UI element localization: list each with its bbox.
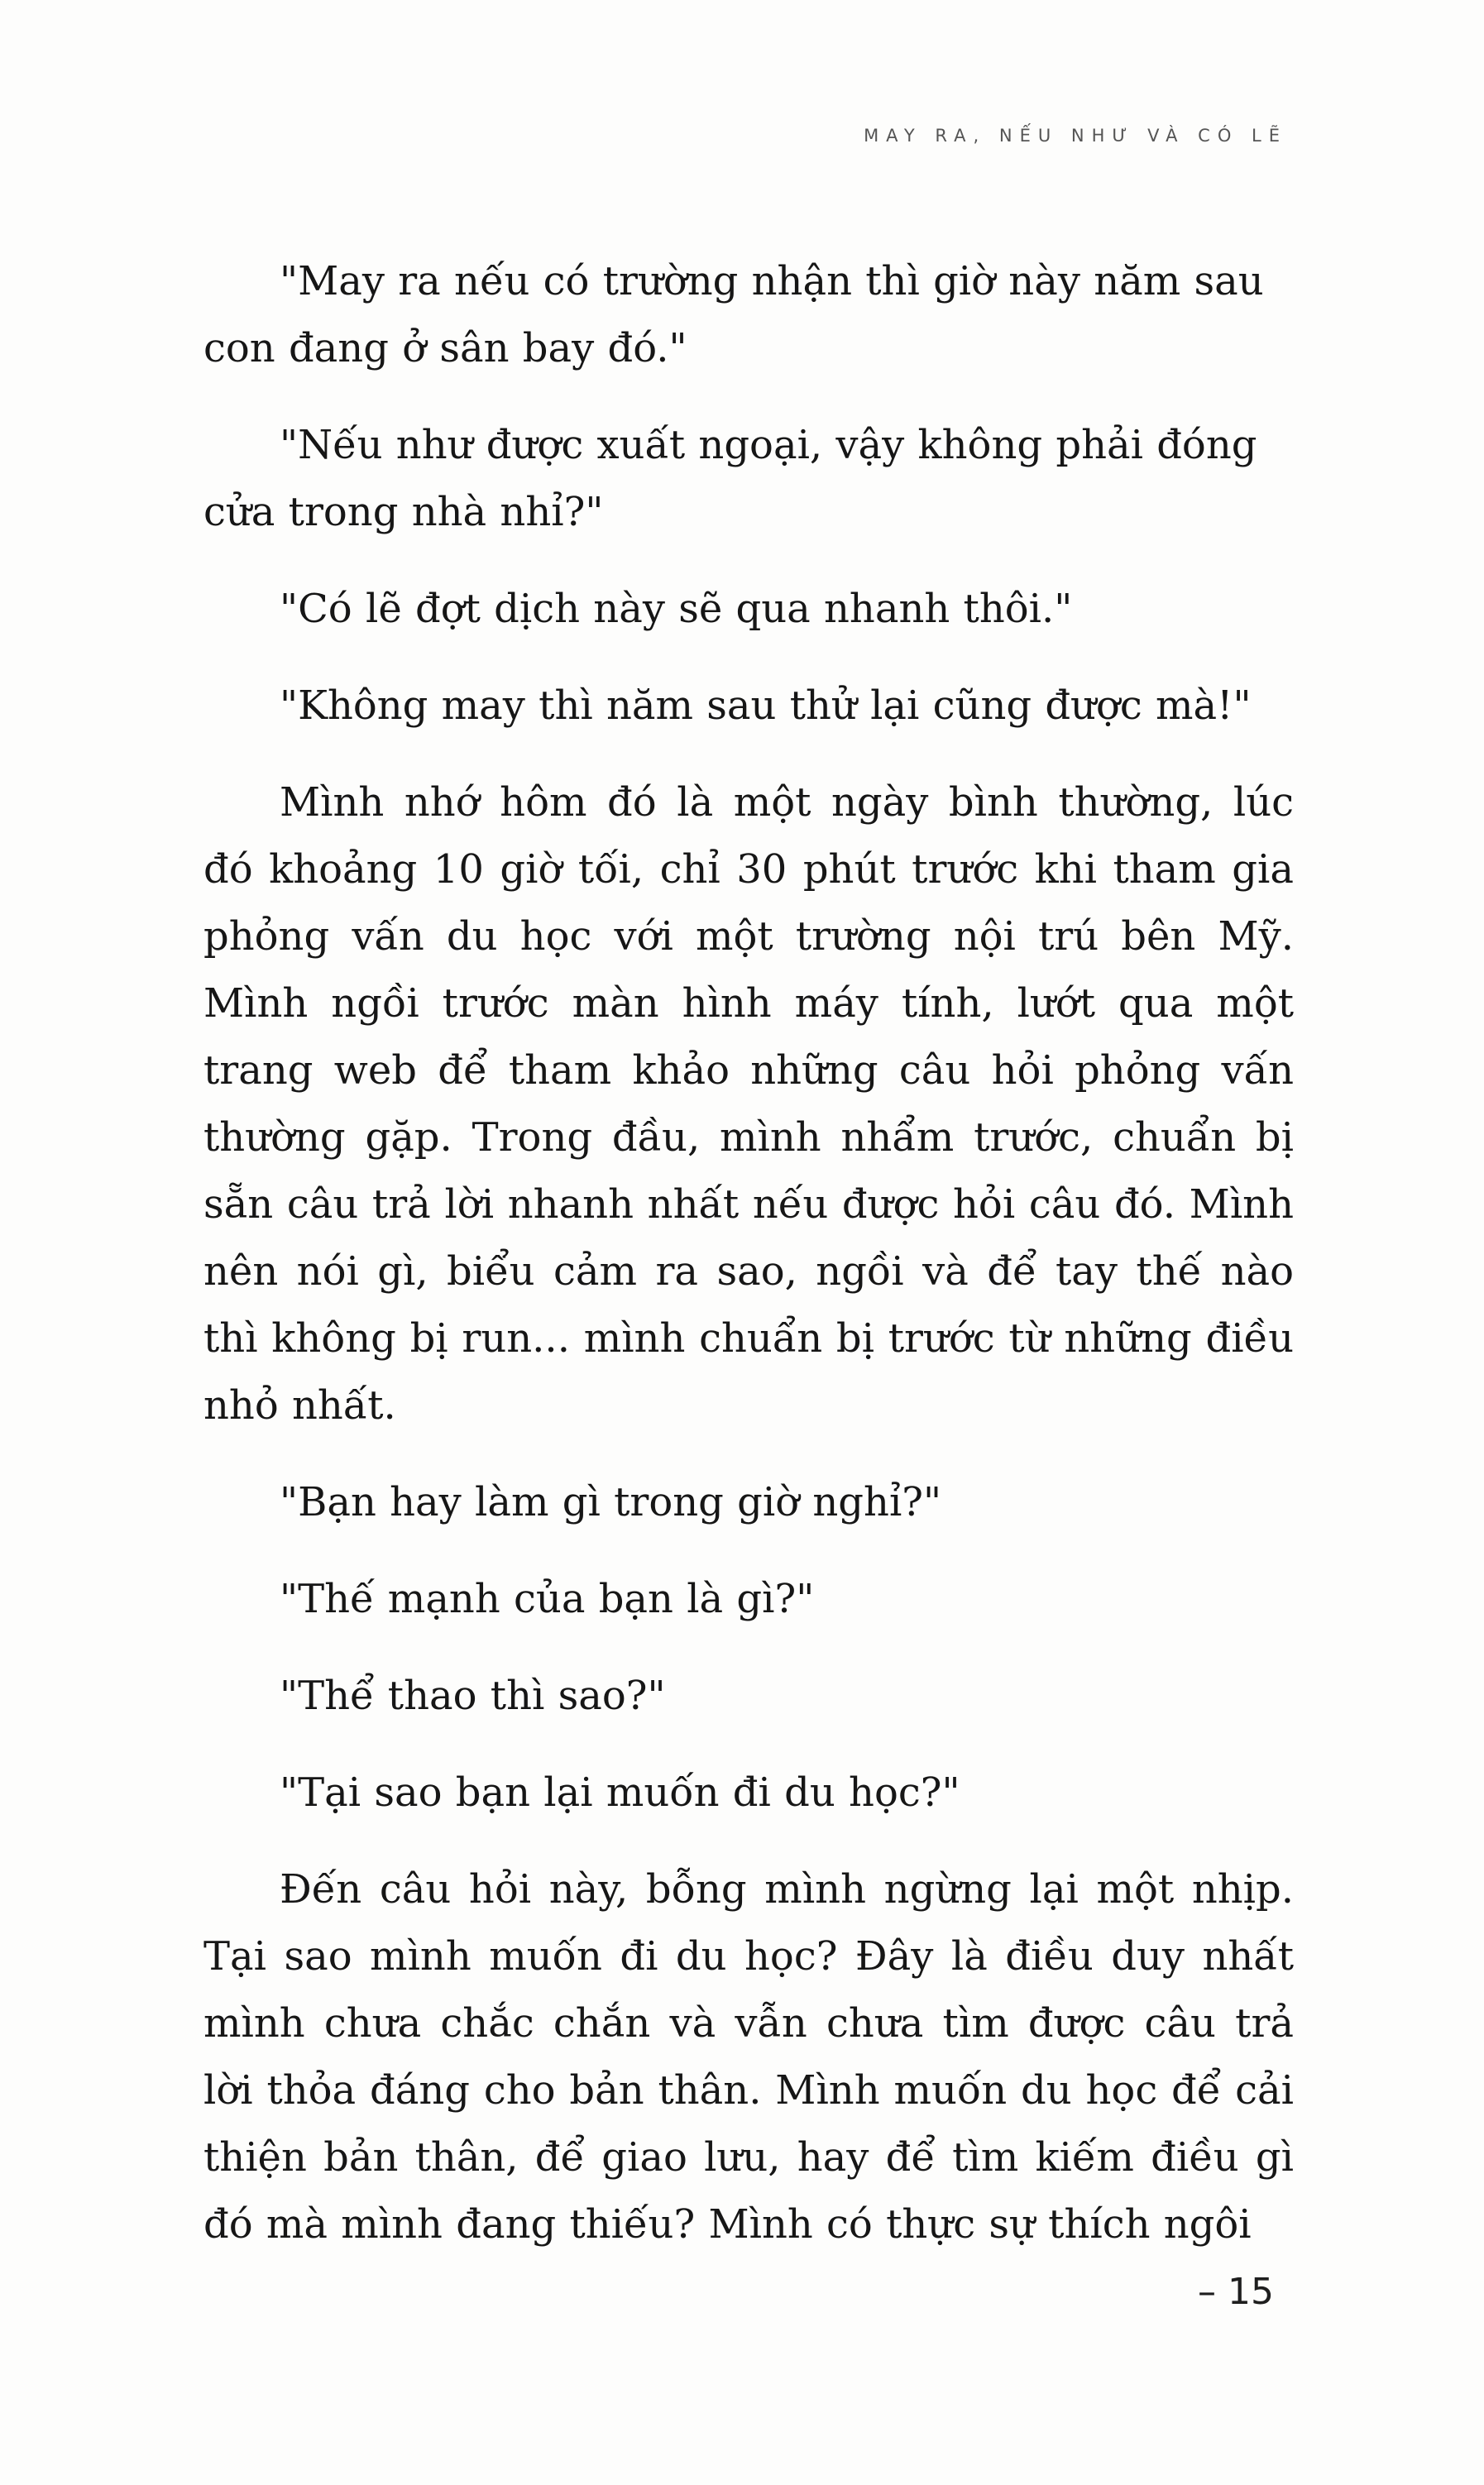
dialogue-line: "Có lẽ đợt dịch này sẽ qua nhanh thôi." — [280, 586, 1073, 632]
dialogue-line: "Thể thao thì sao?" — [280, 1673, 666, 1719]
dialogue-line: "Nếu như được xuất ngoại, vậy không phải đóng cửa trong nhà nhỉ?" — [203, 422, 1257, 535]
running-head: MAY RA, NẾU NHƯ VÀ CÓ LẼ — [864, 126, 1287, 146]
dialogue-line: "Không may thì năm sau thử lại cũng được mà!" — [280, 682, 1252, 729]
dialogue-line: "Bạn hay làm gì trong giờ nghỉ?" — [280, 1479, 942, 1525]
dialogue-line: "Tại sao bạn lại muốn đi du học?" — [280, 1769, 960, 1816]
dialogue-line: "Thế mạnh của bạn là gì?" — [280, 1576, 815, 1622]
body-text — [203, 248, 1294, 2288]
narrative-paragraph: Đến câu hỏi này, bỗng mình ngừng lại một nhịp. Tại sao mình muốn đi du học? Đây là điều duy nhất mình chưa chắc chắn và vẫn chưa tìm được câu trả lời thỏa đáng cho bản thân. Mình muốn du học để cải thiện bản thân, để giao lưu, hay để tìm kiếm điều gì đó mà mình đang thiếu? Mình có thực sự thích ngôi — [203, 1866, 1294, 2248]
dialogue-line: "May ra nếu có trường nhận thì giờ này năm sau con đang ở sân bay đó." — [203, 258, 1264, 371]
page-number: – 15 — [1198, 2271, 1274, 2313]
narrative-paragraph: Mình nhớ hôm đó là một ngày bình thường, lúc đó khoảng 10 giờ tối, chỉ 30 phút trước khi tham gia phỏng vấn du học với một trường nội trú bên Mỹ. Mình ngồi trước màn hình máy tính, lướt qua một trang web để tham khảo những câu hỏi phỏng vấn thường gặp. Trong đầu, mình nhẩm trước, chuẩn bị sẵn câu trả lời nhanh nhất nếu được hỏi câu đó. Mình nên nói gì, biểu cảm ra sao, ngồi và để tay thế nào thì không bị run... mình chuẩn bị trước từ những điều nhỏ nhất. — [203, 779, 1294, 1429]
